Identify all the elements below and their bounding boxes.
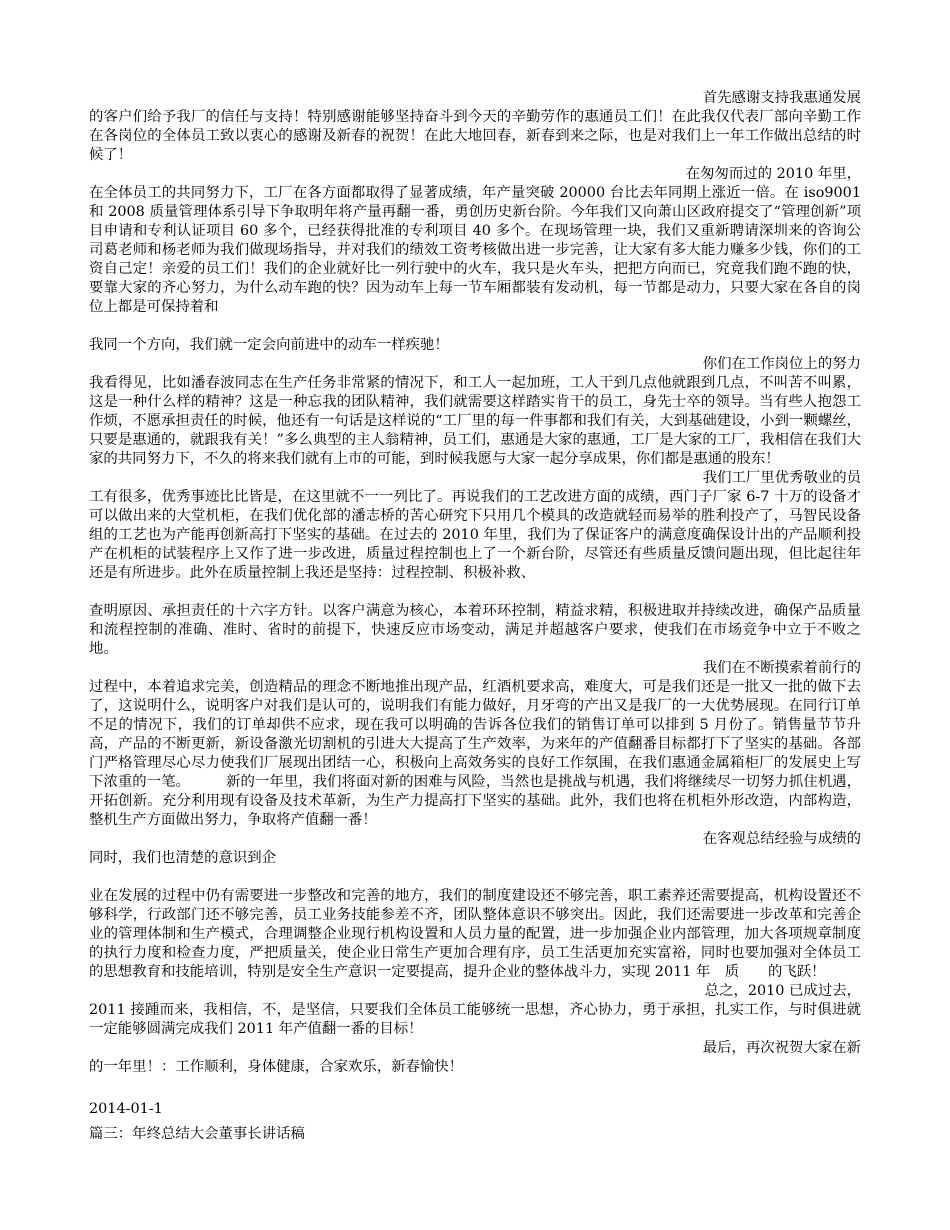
- paragraph-body: 工有很多，优秀事迹比比皆是，在这里就不一一列比了。再说我们的工艺改进方面的成绩，西门子厂家 6-7 十万的设备才可以做出来的大堂机柜，在我们优化部的潘志桥的苦心研究下只用几个模具的改造就轻而易举的胜利投产了，马智民设备组的工艺也为产能再创新高打下坚实的基础。在过去的 2010 年里，我们为了保证客户的满意度确保设计出的产品顺利投产在机柜的试装程序上又作了进一步改进，质量过程控制也上了一个新台阶，尽管还有些质量反馈问题出现，但比起往年还是有所进步。此外在质量控制上我还是坚持：过程控制、积极补救、: [89, 489, 861, 581]
- paragraph-lead: 我们工厂里优秀敬业的员: [702, 470, 861, 486]
- paragraph-lead: 我们在不断摸索着前行的: [702, 660, 861, 676]
- paragraph-body: 2011 接踵而来，我相信，不，是坚信，只要我们全体员工能够统一思想，齐心协力，勇于承担，扎实工作，与时俱进就一定能够圆满完成我们 2011 年产值翻一番的目标！: [89, 1002, 861, 1037]
- paragraph-lead: 在客观总结经验与成绩的: [702, 831, 861, 847]
- paragraph-lead: 总之，2010 已成过去，: [704, 983, 861, 999]
- paragraph-lead: 你们在工作岗位上的努力: [702, 356, 861, 372]
- paragraph-body: 过程中，本着追求完美，创造精品的理念不断地推出现产品，红酒机要求高，难度大，可是我们还是一批又一批的做下去了，这说明什么，说明客户对我们是认可的，说明我们有能力做好，月牙弯的产出又是我厂的一大优势展现。在同行订单不足的情况下，我们的订单却供不应求，现在我可以明确的告诉各位我们的销售订单可以排到 5 月份了。销售量节节升高，产品的不断更新，新设备激光切割机的引进大大提高了生产效率，为来年的产值翻番目标都打下了坚实的基础。各部门严格管理尽心尽力使我们厂展现出团结一心，积极向上高效务实的良好工作氛围，在我们惠通金属箱柜厂的发展史上写下浓重的一笔。 新的一年里，我们将面对新的困难与风险，当然也是挑战与机遇，我们将继续尽一切努力抓住机遇，开拓创新。充分利用现有设备及技术革新，为生产力提高打下坚实的基础。此外，我们也将在机柜外形改造，内部构造，整机生产方面做出努力，争取将产值翻一番！: [89, 679, 861, 828]
- document-body: [89, 89, 861, 1077]
- paragraph-continuation: 我同一个方向，我们就一定会向前进中的动车一样疾驰！: [89, 337, 449, 353]
- paragraph-body: 的客户们给予我厂的信任与支持！特别感谢能够坚持奋斗到今天的辛勤劳作的惠通员工们！在此我仅代表厂部向辛勤工作在各岗位的全体员工致以衷心的感谢及新春的祝贺！在此大地回春，新春到来之际，也是对我们上一年工作做出总结的时候了！: [89, 109, 861, 163]
- paragraph-continuation: 业在发展的过程中仍有需要进一步整改和完善的地方，我们的制度建设还不够完善，职工素养还需要提高，机构设置还不够科学，行政部门还不够完善，员工业务技能参差不齐，团队整体意识不够突出。因此，我们还需要进一步改革和完善企业的管理体制和生产模式，合理调整企业现行机构设置和人员力量的配置，进一步加强企业内部管理，加大各项规章制度的执行力度和检查力度，严把质量关，使企业日常生产更加合理有序，员工生活更加充实富裕，同时也要加强对全体员工的思想教育和技能培训，特别是安全生产意识一定要提高，提升企业的整体战斗力，实现 2011 年 质 的飞跃！: [89, 888, 861, 980]
- paragraph-body: 的一年里！：工作顺利，身体健康，合家欢乐，新春愉快！: [89, 1059, 464, 1075]
- document-date: 2014-01-1: [89, 1101, 163, 1117]
- paragraph-lead: 最后，再次祝贺大家在新: [702, 1040, 861, 1056]
- paragraph-continuation: 查明原因、承担责任的十六字方针。以客户满意为核心，本着环环控制，精益求精，积极进取并持续改进，确保产品质量和流程控制的准确、准时、省时的前提下，快速反应市场变动，满足并超越客户要求，使我们在市场竞争中立于不败之地。: [89, 603, 861, 657]
- next-section-title: 篇三：年终总结大会董事长讲话稿: [89, 1126, 305, 1142]
- paragraph-body: 我看得见，比如潘春波同志在生产任务非常紧的情况下，和工人一起加班，工人干到几点他就跟到几点，不叫苦不叫累，这是一种什么样的精神？这是一种忘我的团队精神，我们就需要这样踏实肯干的员工，身先士卒的领导。当有些人抱怨工作烦，不愿承担责任的时候，他还有一句话是这样说的“工厂里的每一件事都和我们有关，大到基础建设，小到一颗螺丝，只要是惠通的，就跟我有关！”多么典型的主人翁精神，员工们，惠通是大家的惠通，工厂是大家的工厂，我相信在我们大家的共同努力下，不久的将来我们就有上市的可能，到时候我愿与大家一起分享成果，你们都是惠通的股东！: [89, 375, 861, 467]
- paragraph-body: 同时，我们也清楚的意识到企: [89, 850, 277, 866]
- paragraph-lead: 在匆匆而过的 2010 年里，: [685, 166, 861, 182]
- paragraph-body: 在全体员工的共同努力下，工厂在各方面都取得了显著成绩，年产量突破 20000 台比去年同期上涨近一倍。在 iso9001 和 2008 质量管理体系引导下争取明年将产量再翻一番，勇创历史新台阶。今年我们又向萧山区政府提交了“管理创新”项目申请和专利认证项目 60 多个，已经获得批准的专利项目 40 多个。在现场管理一块，我们又重新聘请深圳来的咨询公司葛老师和杨老师为我们做现场指导，并对我们的绩效工资考核做出进一步完善，让大家有多大能力赚多少钱，你们的工资自己定！亲爱的员工们！我们的企业就好比一列行驶中的火车，我只是火车头，把把方向而已，究竟我们跑不跑的快，要靠大家的齐心努力，为什么动车跑的快？因为动车上每一节车厢都装有发动机，每一节都是动力，只要大家在各自的岗位上都是可保持着和: [89, 185, 861, 315]
- paragraph-lead: 首先感谢支持我惠通发展: [702, 90, 861, 106]
